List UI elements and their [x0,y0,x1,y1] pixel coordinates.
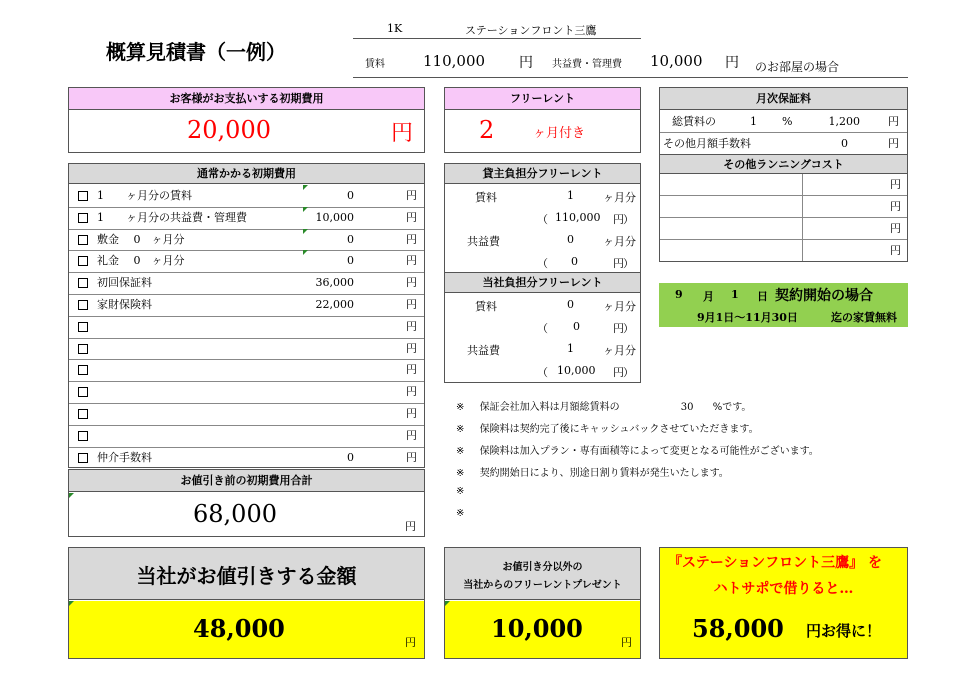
landlord-rent-months: 1 [567,189,574,202]
running-cost-row [660,240,907,261]
cost-row-label: 仲介手数料 [97,450,152,464]
checkbox-icon[interactable] [78,272,88,293]
landlord-fee-months-unit: ヶ月分 [603,235,636,248]
running-cost-yen: 円 [890,178,901,191]
note-item [456,464,729,479]
running-cost-yen: 円 [890,222,901,235]
note-item [456,486,464,497]
note-text: 保険料は契約完了後にキャッシュバックさせていただきます。 [479,424,759,435]
cost-row-label: 敷金 0 ヶ月分 [97,232,185,246]
cost-row [69,272,424,295]
close-paren: ） [623,322,634,335]
cost-row [69,316,424,339]
saving-line1: 『ステーションフロント三鷹』 を [668,555,883,571]
customer-initial-cost-yen: 円 [391,121,414,146]
company-fee-months-unit: ヶ月分 [603,344,636,357]
contract-period-text: 迄の家賃無料 [831,311,897,324]
cost-row-label: 1 ヶ月分の賃料 [97,189,192,202]
cost-row [69,229,424,252]
checkbox-icon[interactable] [78,403,88,424]
close-paren: ） [623,366,634,379]
monthly-guarantee-header: 月次保証料 [660,88,907,110]
rent-yen: 円 [519,55,533,71]
note-mark: ※ [456,402,465,413]
fee-value: 10,000 [650,52,703,70]
other-fee-label: その他月額手数料 [663,137,751,150]
note-after: %です。 [712,402,752,413]
saving-box [659,547,908,659]
cost-row-yen: 円 [406,363,417,377]
cost-row-value: 0 [347,232,354,246]
checkbox-icon[interactable] [78,381,88,402]
cost-row [69,207,424,230]
cost-row-yen: 円 [406,210,417,224]
room-type: 1K [387,22,403,35]
property-name: ステーションフロント三鷹 [465,24,597,37]
cost-row [69,447,424,469]
discount-yen: 円 [405,636,416,649]
discount-amount: 48,000 [193,614,285,643]
customer-initial-cost-amount: 20,000 [187,116,271,144]
cost-row-value: 0 [347,450,354,464]
note-mark: ※ [456,468,465,479]
other-fee-row [660,133,907,155]
cost-row [69,381,424,404]
landlord-rent-yen: 円 [613,213,624,226]
contract-start-text: 契約開始の場合 [775,288,873,304]
guarantee-yen: 円 [888,115,899,128]
free-rent-header: フリーレント [445,88,640,110]
contract-start-box [659,283,908,327]
total-before-discount-header: お値引き前の初期費用合計 [69,470,424,492]
cost-row-yen: 円 [406,189,417,202]
running-cost-row [660,174,907,196]
cost-row-label: 1 ヶ月分の共益費・管理費 [97,210,247,224]
landlord-fee-yen: 円 [613,257,624,270]
normal-initial-cost-table [68,163,425,468]
company-rent-months-unit: ヶ月分 [603,300,636,313]
guarantee-amount: 1,200 [828,115,860,128]
cost-row-yen: 円 [406,254,417,268]
note-mark: ※ [456,446,465,457]
comment-marker [303,185,308,190]
checkbox-icon[interactable] [78,447,88,468]
note-mark: ※ [456,424,465,435]
cost-row-yen: 円 [406,319,417,333]
total-before-discount-box [68,469,425,537]
open-paren: （ [537,257,548,270]
landlord-fee-amount: 0 [571,255,578,268]
cost-row [69,425,424,448]
cost-row-value: 0 [347,189,354,202]
checkbox-icon[interactable] [78,185,88,206]
note-item [456,420,759,435]
cost-row [69,359,424,382]
customer-initial-cost-header: お客様がお支払いする初期費用 [69,88,424,110]
rent-label: 賃料 [365,59,385,70]
note-mark: ※ [456,486,465,497]
open-paren: （ [537,366,548,379]
page-title: 概算見積書（一例） [106,40,286,64]
normal-initial-cost-header: 通常かかる初期費用 [69,164,424,184]
fee-label: 共益費・管理費 [552,59,622,70]
running-cost-header: その他ランニングコスト [660,155,907,174]
note-text: 契約開始日により、別途日割り賃料が発生いたします。 [479,468,729,479]
customer-initial-cost-box [68,87,425,153]
other-fee-yen: 円 [888,137,899,150]
present-yen: 円 [621,636,632,649]
note-item [456,508,464,519]
running-cost-row [660,218,907,240]
contract-day-unit: 日 [757,290,768,303]
cost-row-yen: 円 [406,341,417,355]
other-fee-amount: 0 [841,137,848,150]
company-rent-yen: 円 [613,322,624,335]
note-value: 30 [680,402,694,413]
total-before-discount-yen: 円 [405,520,416,533]
checkbox-icon[interactable] [78,359,88,380]
guarantee-row [660,111,907,133]
running-cost-yen: 円 [890,244,901,257]
company-fee-months: 1 [567,342,574,355]
open-paren: （ [537,213,548,226]
company-rent-amount: 0 [573,320,580,333]
note-text: 保険料は加入プラン・専有面積等によって変更となる可能性がございます。 [479,446,819,457]
cost-row-yen: 円 [406,276,417,290]
guarantee-label: 総賃料の [672,115,716,128]
cost-row [69,338,424,361]
open-paren: （ [537,322,548,335]
checkbox-icon[interactable] [78,294,88,315]
saving-line2: ハトサポで借りると… [713,581,854,597]
rent-value: 110,000 [423,52,486,70]
checkbox-icon[interactable] [78,207,88,228]
cost-row [69,403,424,426]
present-header-line2: 当社からのフリーレントプレゼント [463,580,622,591]
cost-row-yen: 円 [406,385,417,399]
cost-row-label: 礼金 0 ヶ月分 [97,254,185,268]
contract-period: 9月1日～11月30日 [697,311,798,324]
close-paren: ） [623,213,634,226]
present-header-line1: お値引き分以外の [502,562,583,573]
checkbox-icon[interactable] [78,425,88,446]
company-free-rent-box [444,272,641,383]
company-fee-yen: 円 [613,366,624,379]
company-rent-months: 0 [567,298,574,311]
discount-header: 当社がお値引きする金額 [136,564,357,588]
close-paren: ） [623,257,634,270]
saving-amount: 58,000 [692,614,784,643]
percent-sign: % [782,115,793,128]
landlord-fee-label: 共益費 [467,235,500,248]
saving-suffix: 円お得に！ [806,622,882,640]
landlord-free-rent-box [444,163,641,273]
comment-marker [303,250,308,255]
company-fee-label: 共益費 [467,344,500,357]
property-suffix: のお部屋の場合 [755,60,840,74]
total-before-discount-amount: 68,000 [193,500,277,528]
free-rent-box [444,87,641,153]
guarantee-percent: 1 [750,115,757,128]
cost-row-value: 0 [347,254,354,268]
landlord-rent-amount: 110,000 [555,211,601,224]
cost-row [69,250,424,273]
running-cost-yen: 円 [890,200,901,213]
discount-box [68,547,425,659]
landlord-rent-label: 賃料 [475,191,497,204]
cost-row-yen: 円 [406,298,417,311]
comment-marker [303,207,308,212]
landlord-free-rent-header: 貸主負担分フリーレント [445,164,640,184]
free-rent-unit: ヶ月付き [533,126,586,141]
company-rent-label: 賃料 [475,300,497,313]
cost-row-yen: 円 [406,428,417,442]
cost-row-value: 10,000 [315,210,354,224]
cost-row [69,294,424,317]
running-cost-row [660,196,907,218]
contract-day: 1 [731,288,739,301]
monthly-guarantee-box [659,87,908,155]
cost-row-value: 22,000 [315,298,354,311]
landlord-rent-months-unit: ヶ月分 [603,191,636,204]
checkbox-icon[interactable] [78,316,88,337]
checkbox-icon[interactable] [78,229,88,250]
cost-row-label: 初回保証料 [97,276,152,290]
contract-month: 9 [675,288,683,301]
cost-row-yen: 円 [406,407,417,420]
checkbox-icon[interactable] [78,250,88,271]
contract-month-unit: 月 [703,290,714,303]
cost-row-yen: 円 [406,450,417,464]
fee-yen: 円 [725,55,739,71]
landlord-fee-months: 0 [567,233,574,246]
present-amount: 10,000 [491,614,583,643]
note-mark: ※ [456,508,465,519]
note-item [456,442,819,457]
cost-row [69,185,424,208]
running-cost-box [659,154,908,262]
note-text: 保証会社加入料は月額総賃料の [479,402,620,413]
checkbox-icon[interactable] [78,338,88,359]
cost-row-label: 家財保険料 [97,298,152,311]
present-box [444,547,641,659]
company-free-rent-header: 当社負担分フリーレント [445,273,640,293]
comment-marker [303,229,308,234]
property-header [353,16,908,78]
cost-row-yen: 円 [406,232,417,246]
company-fee-amount: 10,000 [557,364,596,377]
free-rent-months: 2 [479,116,495,144]
note-item [456,398,751,413]
cost-row-value: 36,000 [315,276,354,290]
